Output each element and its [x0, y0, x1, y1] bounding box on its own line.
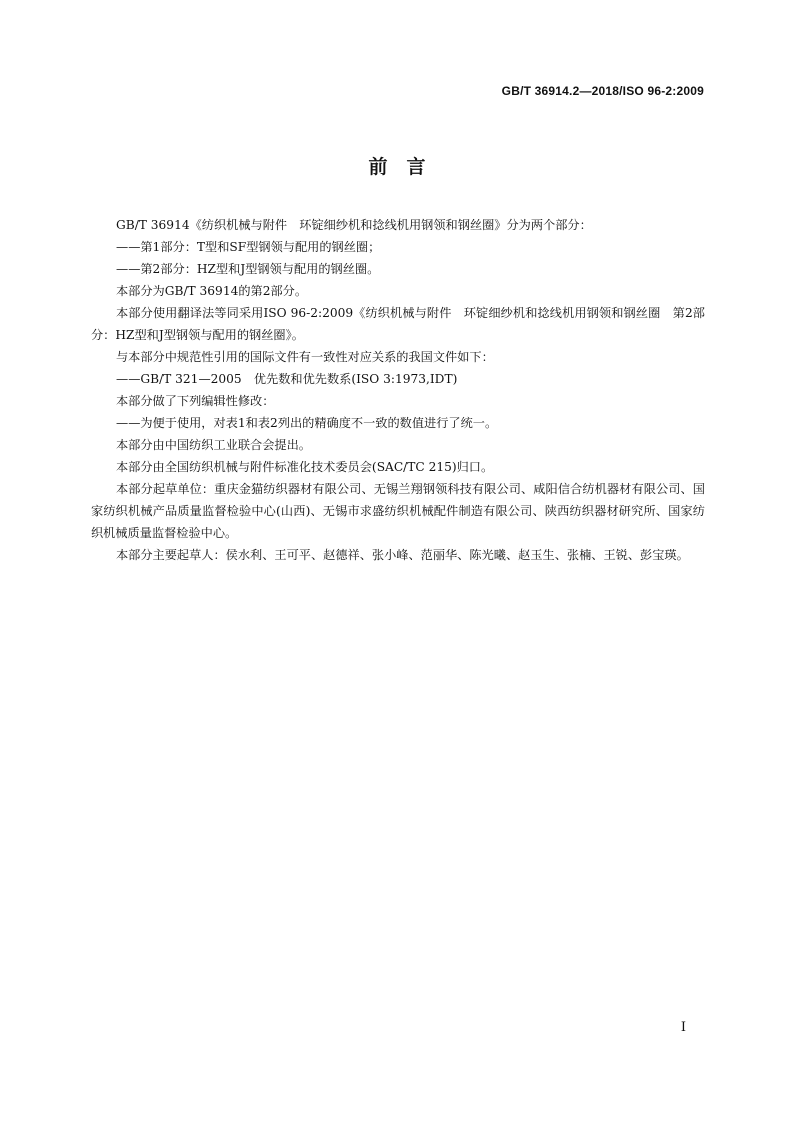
paragraph-drafting-units: 本部分起草单位：重庆金猫纺织器材有限公司、无锡兰翔钢领科技有限公司、咸阳信合纺机器材有限公司、国家纺织机械产品质量监督检验中心(山西)、无锡市求盛纺织机械配件制造有限公司、陕西纺织器材研究所、国家纺织机械质量监督检验中心。: [91, 482, 705, 540]
foreword-body: [91, 214, 705, 566]
paragraph-part-2: ——第2部分：HZ型和J型钢领与配用的钢丝圈。: [116, 262, 380, 276]
paragraph-normative-refs: 与本部分中规范性引用的国际文件有一致性对应关系的我国文件如下：: [116, 350, 494, 364]
paragraph-this-part: 本部分为GB/T 36914的第2部分。: [116, 284, 308, 298]
paragraph-intro: GB/T 36914《纺织机械与附件 环锭细纱机和捻线机用钢领和钢丝圈》分为两个部分：: [116, 218, 592, 232]
paragraph-editorial-changes: 本部分做了下列编辑性修改：: [116, 394, 275, 408]
paragraph-adoption: 本部分使用翻译法等同采用ISO 96-2:2009《纺织机械与附件 环锭细纱机和捻线机用钢领和钢丝圈 第2部分：HZ型和J型钢领与配用的钢丝圈》。: [91, 306, 705, 342]
paragraph-proposed-by: 本部分由中国纺织工业联合会提出。: [116, 438, 311, 452]
paragraph-change-item: ——为便于使用，对表1和表2列出的精确度不一致的数值进行了统一。: [116, 416, 498, 430]
paragraph-part-1: ——第1部分：T型和SF型钢领与配用的钢丝圈；: [116, 240, 381, 254]
paragraph-administered-by: 本部分由全国纺织机械与附件标准化技术委员会(SAC/TC 215)归口。: [116, 460, 494, 474]
paragraph-ref-item: ——GB/T 321—2005 优先数和优先数系(ISO 3:1973,IDT): [116, 372, 458, 386]
page-title: 前 言: [368, 156, 426, 178]
page-number: I: [680, 1020, 686, 1035]
paragraph-drafters: 本部分主要起草人：侯水利、王可平、赵德祥、张小峰、范丽华、陈光曦、赵玉生、张楠、王锐、彭宝瑛。: [116, 548, 689, 562]
standard-code: GB/T 36914.2—2018/ISO 96-2:2009: [501, 84, 704, 98]
